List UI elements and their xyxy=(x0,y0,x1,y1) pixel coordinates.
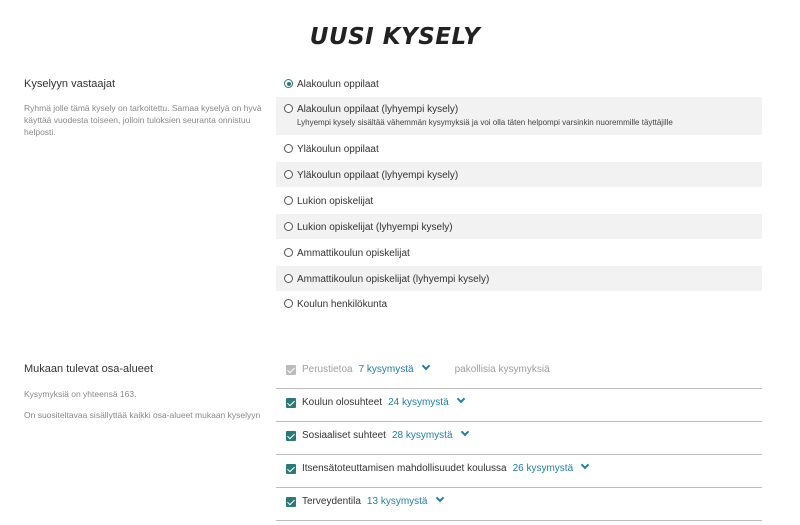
checkbox-disabled-icon xyxy=(286,365,296,375)
respondent-option-label: Lukion opiskelijat xyxy=(297,196,374,207)
checkbox-checked-icon[interactable] xyxy=(286,464,296,474)
respondent-option[interactable] xyxy=(276,72,762,96)
respondent-option-label: Lukion opiskelijat (lyhyempi kysely) xyxy=(297,222,453,233)
section-row[interactable] xyxy=(276,489,762,521)
respondent-option-label: Yläkoulun oppilaat (lyhyempi kysely) xyxy=(297,170,459,181)
radio-checked-icon[interactable] xyxy=(284,79,293,88)
radio-icon[interactable] xyxy=(284,196,293,205)
question-count-link[interactable]: 24 kysymystä xyxy=(388,397,449,408)
respondent-option-hint: Lyhyempi kysely sisältää vähemmän kysymyksiä ja voi olla täten helpompi varsinkin nuoremmille täyttäjille xyxy=(297,118,673,127)
respondent-option-label: Ammattikoulun opiskelijat xyxy=(297,248,410,259)
radio-icon[interactable] xyxy=(284,248,293,257)
respondent-option-label: Ammattikoulun opiskelijat (lyhyempi kysely) xyxy=(297,274,490,285)
chevron-down-icon[interactable] xyxy=(581,461,589,469)
respondent-option-label: Alakoulun oppilaat xyxy=(297,79,379,90)
sections-label: Mukaan tulevat osa-alueet xyxy=(24,363,154,375)
section-label: Sosiaaliset suhteet xyxy=(302,430,386,441)
respondent-option[interactable] xyxy=(276,97,762,135)
radio-icon[interactable] xyxy=(284,222,293,231)
checkbox-checked-icon[interactable] xyxy=(286,431,296,441)
respondent-option[interactable] xyxy=(276,214,762,239)
chevron-down-icon[interactable] xyxy=(435,494,443,502)
section-label: Perustietoa xyxy=(302,364,353,375)
mandatory-note: pakollisia kysymyksiä xyxy=(454,364,550,375)
chevron-down-icon[interactable] xyxy=(456,395,464,403)
section-label: Koulun olosuhteet xyxy=(302,397,383,408)
section-row-perustietoa xyxy=(276,357,762,389)
section-row[interactable] xyxy=(276,456,762,488)
respondent-option[interactable] xyxy=(276,240,762,265)
respondent-option-label: Yläkoulun oppilaat xyxy=(297,144,379,155)
question-count-link[interactable]: 28 kysymystä xyxy=(391,430,453,441)
section-label: Itsensätoteuttamisen mahdollisuudet koulussa xyxy=(302,463,507,474)
section-row[interactable] xyxy=(276,423,762,455)
section-row[interactable] xyxy=(276,390,762,422)
respondent-option[interactable] xyxy=(276,136,762,161)
respondent-option[interactable] xyxy=(276,162,762,187)
page-title: UUSI KYSELY xyxy=(309,24,481,50)
respondent-option-label: Koulun henkilökunta xyxy=(297,299,388,310)
radio-icon[interactable] xyxy=(284,299,293,308)
radio-icon[interactable] xyxy=(284,170,293,179)
respondent-option[interactable] xyxy=(276,188,762,213)
respondents-label: Kyselyyn vastaajat xyxy=(24,78,116,90)
checkbox-checked-icon[interactable] xyxy=(286,497,296,507)
question-count-link[interactable]: 26 kysymystä xyxy=(512,463,574,474)
radio-icon[interactable] xyxy=(284,274,293,283)
radio-icon[interactable] xyxy=(284,144,293,153)
respondent-option[interactable] xyxy=(276,266,762,291)
sections-total: Kysymyksiä on yhteensä 163. xyxy=(24,389,137,399)
respondent-option[interactable] xyxy=(276,292,762,317)
sections-recommendation: On suositeltavaa sisällyttää kaikki osa-alueet mukaan kyselyyn xyxy=(24,410,261,420)
checkbox-checked-icon[interactable] xyxy=(286,398,296,408)
section-label: Terveydentila xyxy=(302,496,361,507)
chevron-down-icon[interactable] xyxy=(460,428,468,436)
chevron-down-icon[interactable] xyxy=(421,362,429,370)
radio-icon[interactable] xyxy=(284,104,293,113)
question-count-link[interactable]: 7 kysymystä xyxy=(358,364,414,375)
question-count-link[interactable]: 13 kysymystä xyxy=(366,496,428,507)
respondent-option-label: Alakoulun oppilaat (lyhyempi kysely) xyxy=(297,104,459,115)
respondents-description: Ryhmä jolle tämä kysely on tarkoitettu. Samaa kyselyä on hyvä käyttää vuodesta toiseen, jolloin tuloksien seuranta onnistuu helposti. xyxy=(24,103,262,137)
